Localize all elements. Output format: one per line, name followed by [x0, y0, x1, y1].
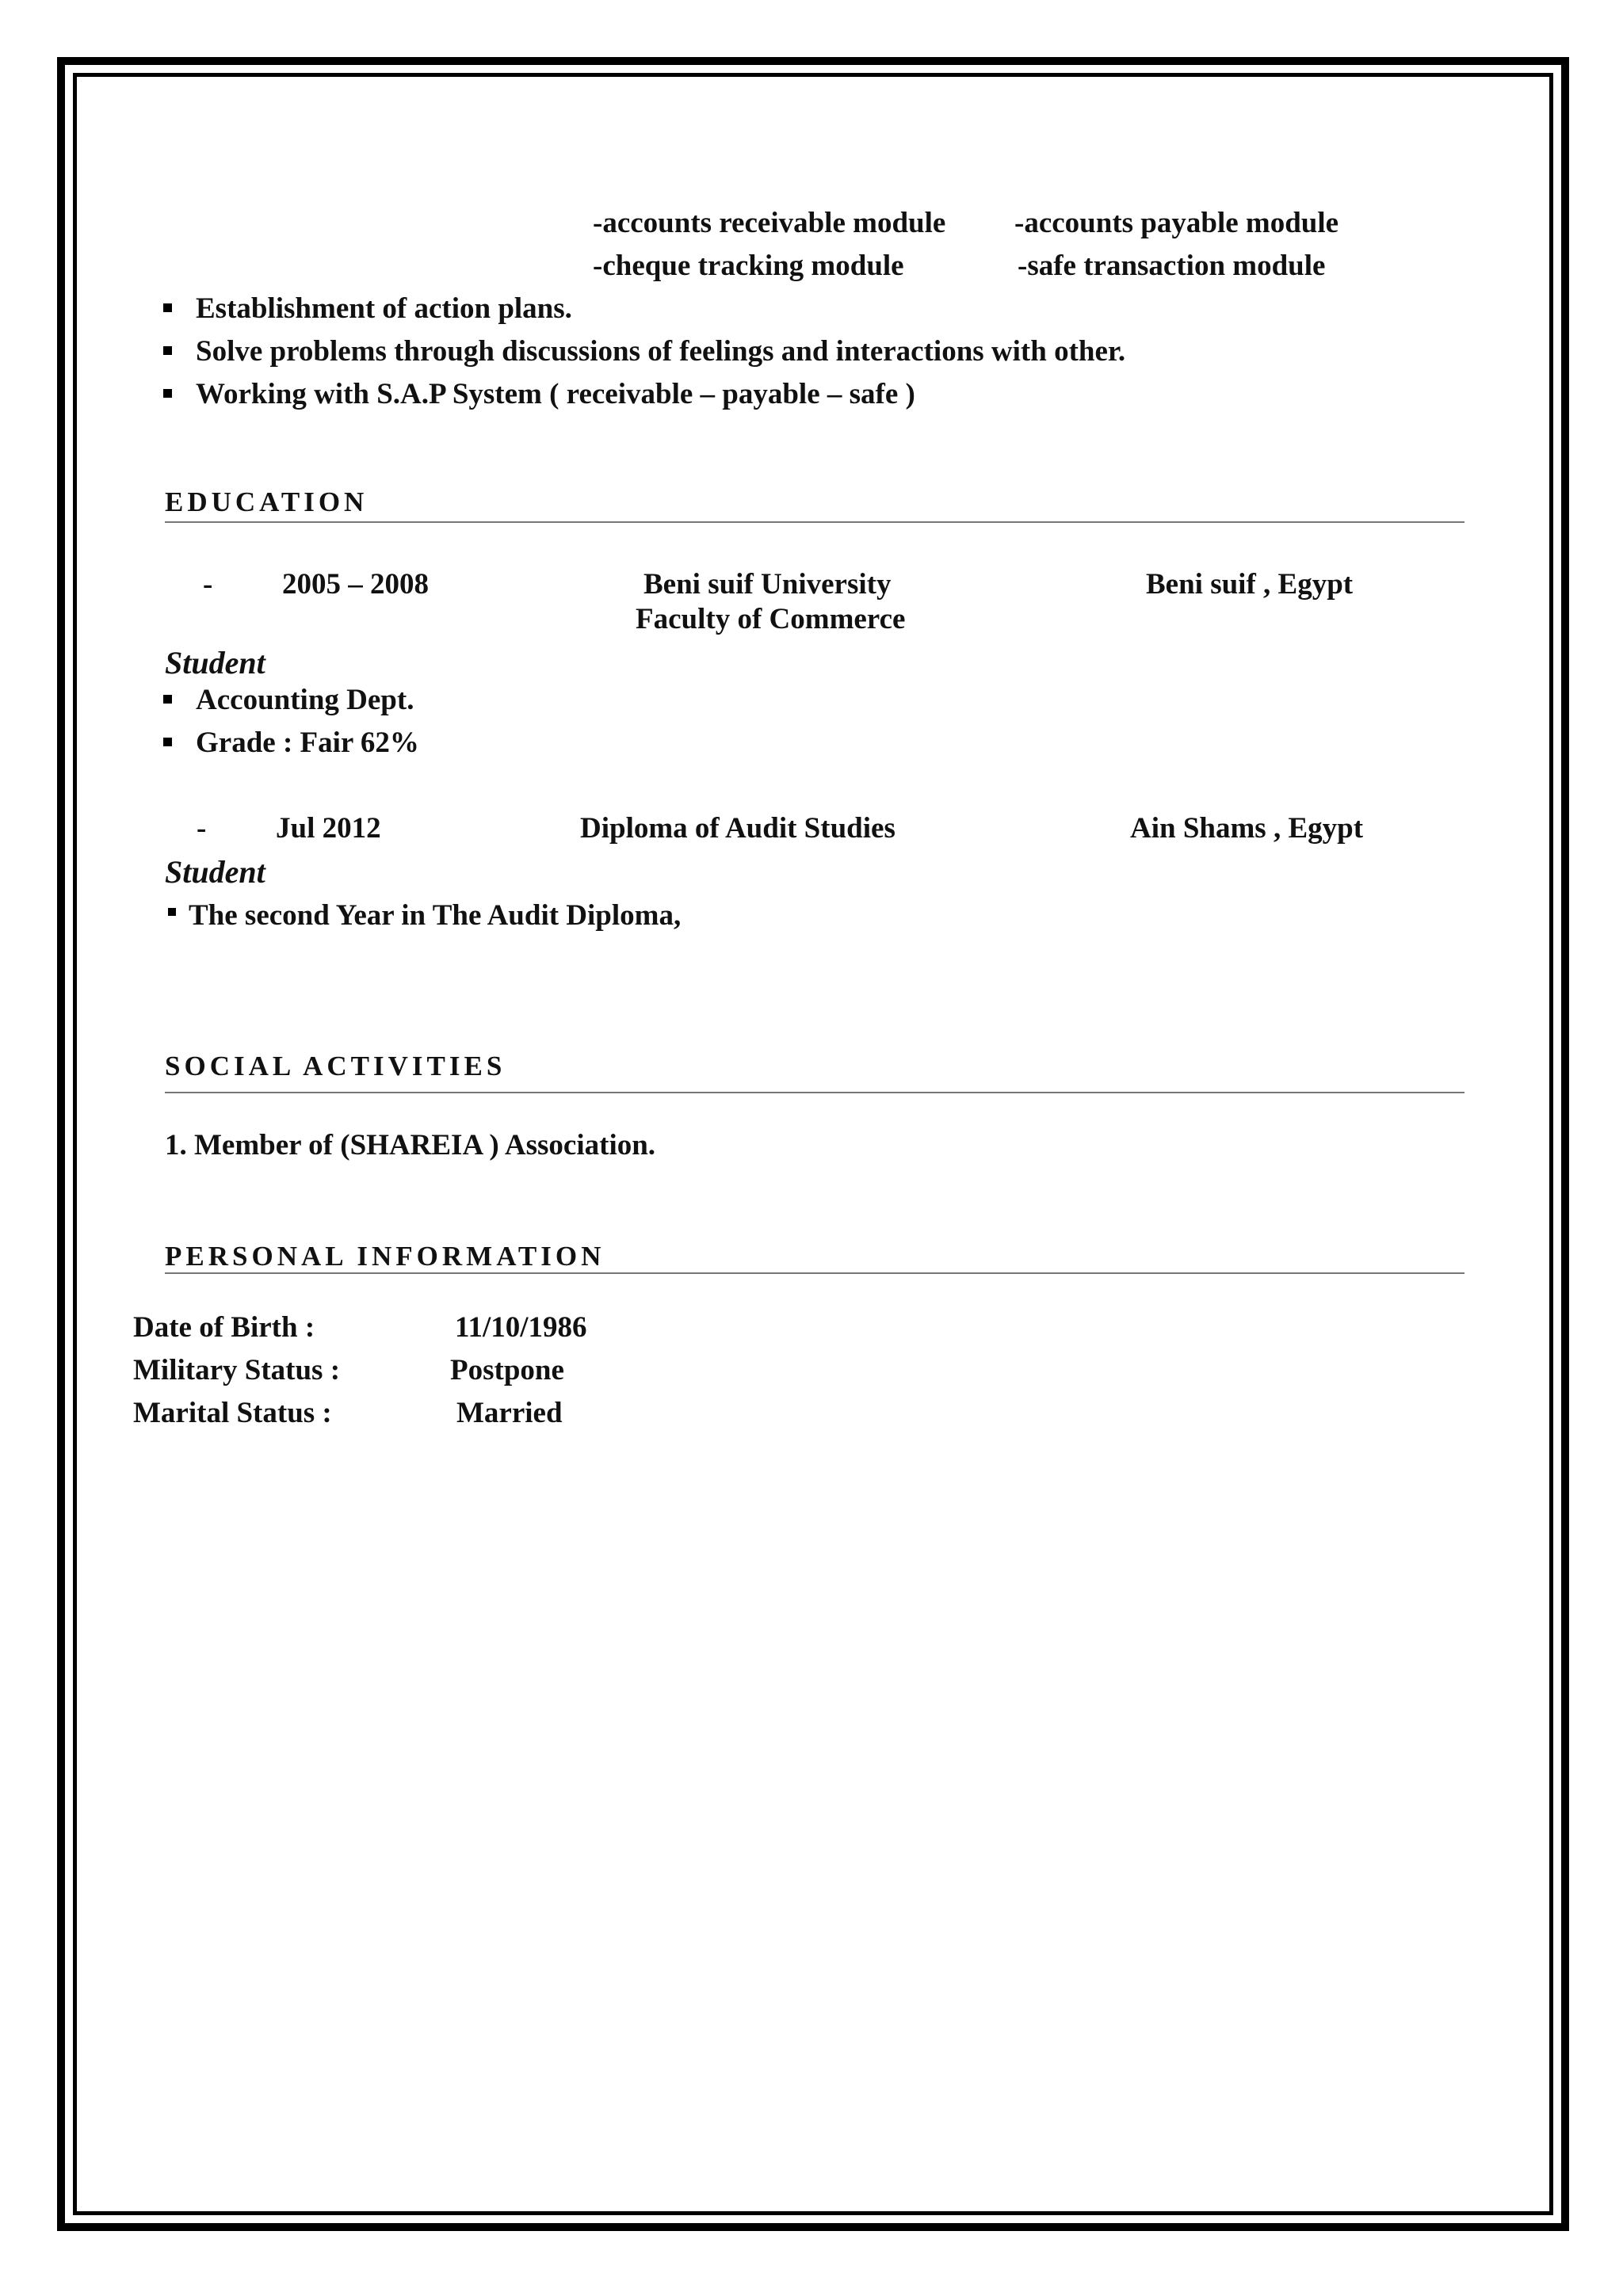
experience-bullet: Establishment of action plans.	[163, 292, 572, 326]
education-role: Student	[165, 645, 265, 681]
experience-bullet: Working with S.A.P System ( receivable – payable – safe )	[163, 377, 915, 412]
bullet-square-icon	[168, 908, 176, 916]
section-title-personal-information: PERSONAL INFORMATION	[165, 1241, 605, 1272]
education-bullet: Grade : Fair 62%	[163, 726, 419, 761]
personal-label-marital-status: Marital Status :	[133, 1397, 332, 1429]
module-accounts-payable: -accounts payable module	[1014, 207, 1339, 239]
module-accounts-receivable: -accounts receivable module	[593, 207, 946, 239]
section-divider	[165, 521, 1465, 523]
experience-bullet: Solve problems through discussions of feelings and interactions with other.	[163, 334, 1125, 369]
personal-label-date-of-birth: Date of Birth :	[133, 1311, 315, 1344]
personal-value-date-of-birth: 11/10/1986	[455, 1311, 587, 1344]
bullet-square-icon	[163, 346, 172, 355]
section-divider	[165, 1272, 1465, 1274]
education-institution: Diploma of Audit Studies	[580, 812, 896, 845]
education-dash: -	[197, 812, 207, 845]
section-title-social-activities: SOCIAL ACTIVITIES	[165, 1051, 506, 1081]
bullet-square-icon	[163, 303, 172, 312]
section-title-education: EDUCATION	[165, 486, 369, 517]
education-faculty: Faculty of Commerce	[636, 603, 906, 635]
education-institution: Beni suif University	[643, 568, 892, 601]
module-cheque-tracking: -cheque tracking module	[593, 250, 904, 282]
bullet-square-icon	[163, 389, 172, 398]
bullet-square-icon	[163, 738, 172, 746]
education-bullet: Accounting Dept.	[163, 683, 414, 718]
personal-value-military-status: Postpone	[450, 1354, 564, 1386]
education-bullet: The second Year in The Audit Diploma,	[168, 898, 681, 933]
module-safe-transaction: -safe transaction module	[1018, 250, 1326, 282]
education-dash: -	[203, 568, 213, 601]
education-location: Beni suif , Egypt	[1146, 568, 1354, 601]
education-role: Student	[165, 854, 265, 890]
personal-value-marital-status: Married	[456, 1397, 563, 1429]
education-location: Ain Shams , Egypt	[1130, 812, 1364, 845]
education-period: 2005 – 2008	[282, 568, 429, 601]
bullet-square-icon	[163, 695, 172, 704]
social-activity-item: 1. Member of (SHAREIA ) Association.	[165, 1129, 656, 1161]
education-period: Jul 2012	[276, 812, 381, 845]
section-divider	[165, 1092, 1465, 1093]
personal-label-military-status: Military Status :	[133, 1354, 341, 1386]
